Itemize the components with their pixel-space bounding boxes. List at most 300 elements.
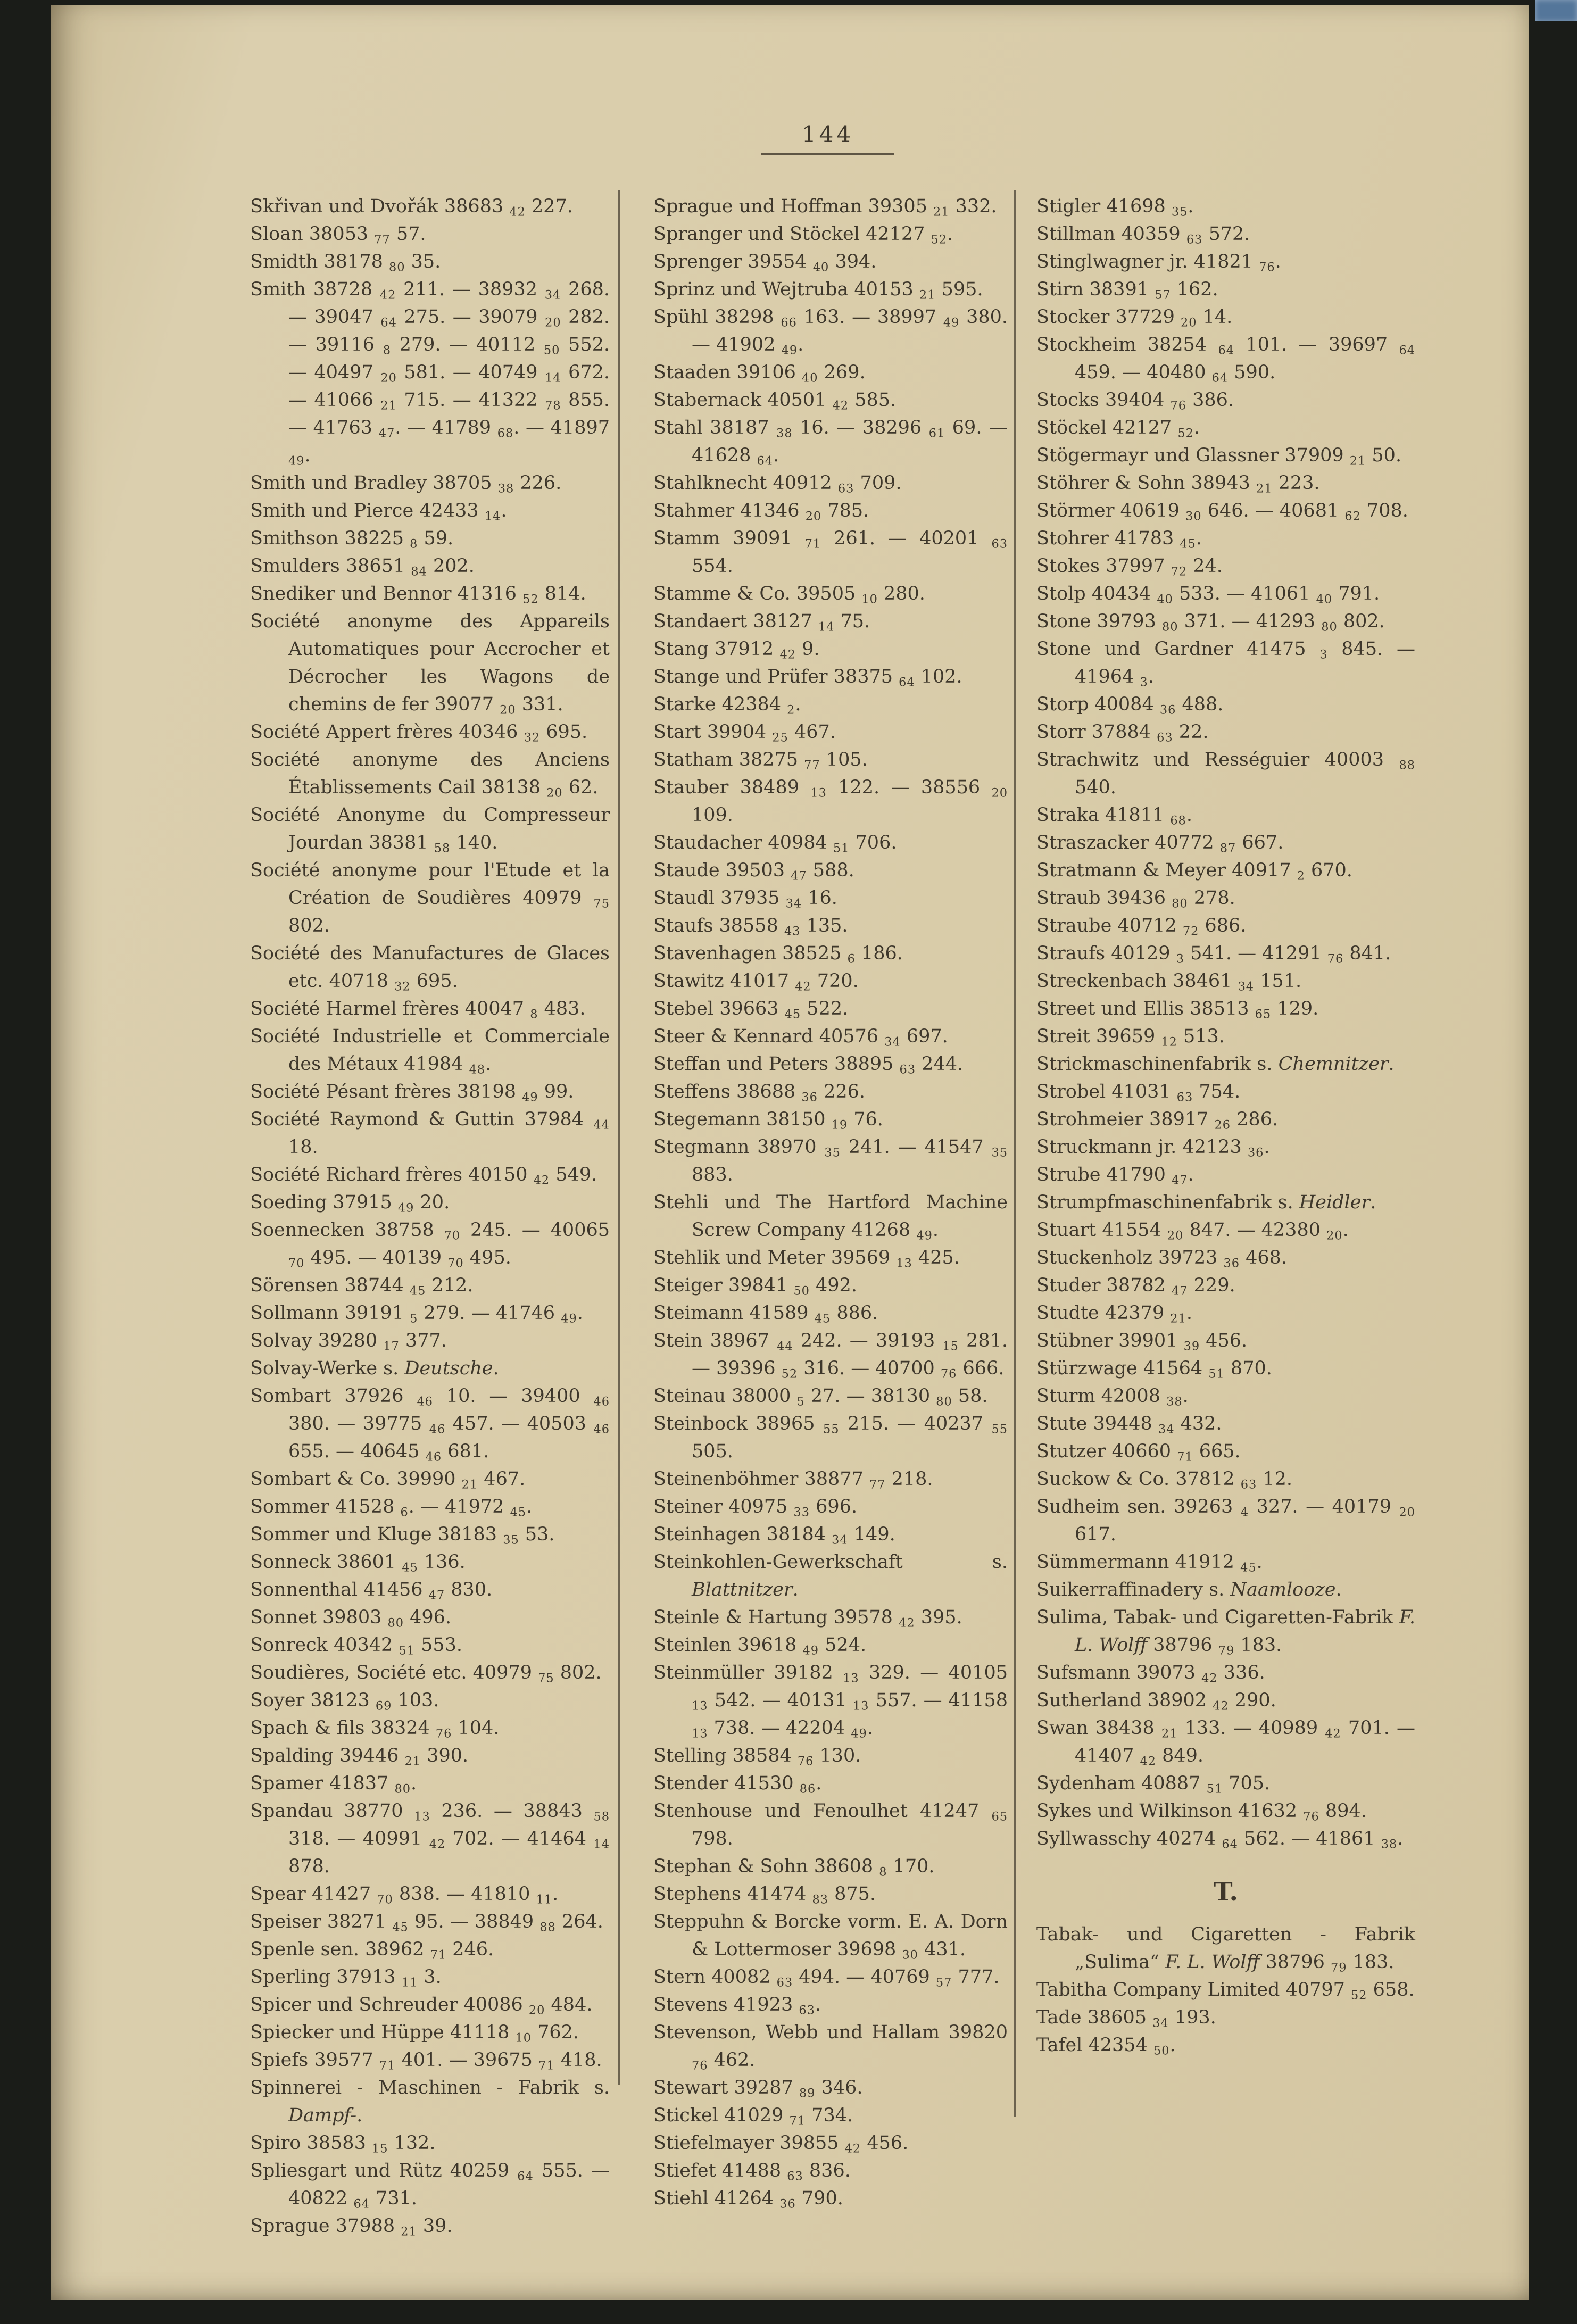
class-number: 58	[593, 1810, 610, 1824]
class-number: 42	[533, 1173, 550, 1188]
class-number: 38	[497, 482, 514, 496]
class-number: 68	[1170, 814, 1186, 828]
class-number: 61	[928, 426, 945, 441]
class-number: 21	[461, 1478, 478, 1492]
index-entry: Stone und Gardner 41475 $_3$ 845. — 41964 $_3$.	[1036, 638, 1415, 690]
index-entry: Steinhagen 38184 $_{34}$ 149.	[653, 1524, 895, 1547]
class-number: 38	[776, 426, 793, 441]
index-entry: Sonneck 38601 $_{45}$ 136.	[250, 1551, 466, 1575]
index-entry: Stutzer 40660 $_{71}$ 665.	[1036, 1441, 1241, 1464]
class-number: 75	[593, 897, 610, 911]
class-number: 88	[1399, 758, 1415, 773]
index-entry: Smulders 38651 $_{84}$ 202.	[250, 555, 475, 579]
class-number: 20	[991, 786, 1008, 800]
column-divider-1	[618, 190, 620, 2085]
class-number: 47	[791, 869, 807, 883]
class-number: 21	[404, 1754, 421, 1769]
index-entry: Stavenhagen 38525 $_6$ 186.	[653, 943, 903, 966]
class-number: 64	[1222, 1837, 1238, 1852]
index-entry: Sombart & Co. 39990 $_{21}$ 467.	[250, 1468, 526, 1492]
class-number: 20	[545, 316, 561, 330]
index-entry: Suikerraffinadery s. Naamlooze.	[1036, 1579, 1342, 1600]
page-header	[743, 121, 913, 155]
index-entry: Störmer 40619 $_{30}$ 646. — 40681 $_{62}$ 708.	[1036, 500, 1408, 524]
class-number: 71	[789, 2114, 806, 2128]
cross-reference: Blattnitzer	[692, 1579, 793, 1600]
class-number: 64	[757, 454, 773, 468]
index-entry: Stephan & Sohn 38608 $_8$ 170.	[653, 1856, 935, 1879]
class-number: 69	[375, 1699, 392, 1713]
class-number: 36	[801, 1090, 818, 1105]
class-number: 63	[799, 2003, 815, 2018]
cross-reference: Naamlooze	[1230, 1579, 1336, 1600]
class-number: 21	[1349, 454, 1366, 468]
index-entry: Stirn 38391 $_{57}$ 162.	[1036, 279, 1218, 302]
index-entry: Strickmaschinenfabrik s. Chemnitzer.	[1036, 1053, 1395, 1075]
index-entry: Stegemann 38150 $_{19}$ 76.	[653, 1109, 883, 1132]
index-column-3	[1036, 193, 1415, 2059]
class-number: 42	[899, 1616, 915, 1630]
class-number: 80	[1161, 620, 1178, 634]
class-number: 20	[528, 2003, 545, 2018]
index-entry: Spalding 39446 $_{21}$ 390.	[250, 1745, 469, 1769]
class-number: 77	[804, 758, 820, 773]
class-number: 8	[383, 343, 391, 358]
class-number: 80	[394, 1782, 411, 1796]
index-entry: Sommer 41528 $_6$. — 41972 $_{45}$.	[250, 1496, 533, 1520]
class-number: 80	[1321, 620, 1338, 634]
class-number: 76	[797, 1754, 814, 1769]
index-entry: Sudheim sen. 39263 $_4$ 327. — 40179 $_{20}$ 617.	[1036, 1496, 1415, 1545]
class-number: 20	[1326, 1229, 1343, 1243]
class-number: 34	[884, 1035, 901, 1049]
class-number: 42	[779, 648, 796, 662]
index-entry: Steffan und Peters 38895 $_{63}$ 244.	[653, 1053, 964, 1077]
index-entry: Storp 40084 $_{36}$ 488.	[1036, 694, 1224, 717]
class-number: 64	[353, 2197, 370, 2211]
class-number: 65	[1255, 1007, 1272, 1022]
class-number: 34	[1238, 980, 1255, 994]
class-number: 14	[593, 1837, 610, 1852]
cross-reference: Deutsche	[404, 1358, 493, 1379]
class-number: 49	[851, 1727, 867, 1741]
index-entry: Strube 41790 $_{47}$.	[1036, 1164, 1194, 1188]
index-entry: Stohrer 41783 $_{45}$.	[1036, 528, 1202, 551]
index-entry: Staaden 39106 $_{40}$ 269.	[653, 362, 866, 385]
index-entry: Stokes 37997 $_{72}$ 24.	[1036, 555, 1223, 579]
index-entry: Sydenham 40887 $_{51}$ 705.	[1036, 1773, 1271, 1796]
index-entry: Stillman 40359 $_{63}$ 572.	[1036, 223, 1250, 247]
class-number: 45	[402, 1561, 418, 1575]
index-entry: Sommer und Kluge 38183 $_{35}$ 53.	[250, 1524, 555, 1547]
class-number: 71	[1177, 1450, 1193, 1464]
class-number: 50	[1153, 2044, 1170, 2058]
index-entry: Tabak- und Cigaretten - Fabrik „Sulima“ F. L. Wolff 38796 $_{79}$ 183.	[1036, 1924, 1415, 1975]
index-entry: Spühl 38298 $_{66}$ 163. — 38997 $_{49}$ 380. — 41902 $_{49}$.	[653, 306, 1008, 358]
index-entry: Stuckenholz 39723 $_{36}$ 468.	[1036, 1247, 1288, 1271]
index-entry: Steinbock 38965 $_{55}$ 215. — 40237 $_{55}$ 505.	[653, 1413, 1008, 1462]
class-number: 57	[1155, 288, 1171, 302]
class-number: 35	[824, 1146, 841, 1160]
index-entry: Société Harmel frères 40047 $_8$ 483.	[250, 998, 586, 1022]
class-number: 46	[425, 1450, 442, 1464]
class-number: 8	[410, 537, 418, 551]
class-number: 13	[853, 1699, 869, 1713]
index-entry: Stone 39793 $_{80}$ 371. — 41293 $_{80}$ 802.	[1036, 611, 1385, 634]
index-entry: Strobel 41031 $_{63}$ 754.	[1036, 1081, 1241, 1105]
index-entry: Soyer 38123 $_{69}$ 103.	[250, 1690, 439, 1713]
index-entry: Sprinz und Wejtruba 40153 $_{21}$ 595.	[653, 279, 983, 302]
class-number: 52	[1177, 426, 1194, 441]
class-number: 75	[538, 1671, 554, 1686]
index-entry: Skřivan und Dvořák 38683 $_{42}$ 227.	[250, 196, 573, 219]
cross-reference: Heidler	[1299, 1192, 1371, 1213]
class-number: 49	[781, 343, 798, 358]
index-entry: Sturm 42008 $_{38}$.	[1036, 1385, 1189, 1409]
class-number: 21	[919, 288, 936, 302]
class-number: 20	[1399, 1505, 1415, 1520]
index-entry: Solvay 39280 $_{17}$ 377.	[250, 1330, 447, 1354]
index-entry: Streckenbach 38461 $_{34}$ 151.	[1036, 970, 1302, 994]
class-number: 49	[561, 1312, 577, 1326]
index-entry: Stübner 39901 $_{39}$ 456.	[1036, 1330, 1248, 1354]
index-entry: Stiehl 41264 $_{36}$ 790.	[653, 2188, 843, 2211]
index-entry: Stögermayr und Glassner 37909 $_{21}$ 50.	[1036, 445, 1402, 468]
index-entry: Spranger und Stöckel 42127 $_{52}$.	[653, 223, 953, 247]
index-entry: Spiro 38583 $_{15}$ 132.	[250, 2132, 436, 2156]
class-number: 52	[781, 1367, 798, 1381]
scanned-page	[51, 5, 1529, 2300]
index-entry: Stewart 39287 $_{89}$ 346.	[653, 2077, 863, 2101]
class-number: 42	[429, 1837, 446, 1852]
index-entry: Streit 39659 $_{12}$ 513.	[1036, 1026, 1225, 1049]
class-number: 49	[802, 1644, 819, 1658]
index-entry: Straub 39436 $_{80}$ 278.	[1036, 887, 1235, 911]
class-number: 64	[899, 675, 915, 690]
index-entry: Staude 39503 $_{47}$ 588.	[653, 860, 854, 883]
index-entry: Sonnet 39803 $_{80}$ 496.	[250, 1607, 452, 1630]
index-entry: Steimann 41589 $_{45}$ 886.	[653, 1302, 878, 1326]
index-entry: Stein 38967 $_{44}$ 242. — 39193 $_{15}$ 281. — 39396 $_{52}$ 316. — 40700 $_{76}$ 666.	[653, 1330, 1008, 1381]
index-entry: Société des Manufactures de Glaces etc. 40718 $_{32}$ 695.	[250, 943, 610, 994]
index-entry: Stratmann & Meyer 40917 $_2$ 670.	[1036, 860, 1352, 883]
class-number: 45	[814, 1312, 831, 1326]
class-number: 40	[802, 371, 818, 385]
index-entry: Stinglwagner jr. 41821 $_{76}$.	[1036, 251, 1281, 275]
index-entry: Studte 42379 $_{21}$.	[1036, 1302, 1192, 1326]
index-column-2	[653, 193, 1008, 2212]
class-number: 5	[410, 1312, 418, 1326]
class-number: 63	[837, 482, 854, 496]
index-entry: Société Raymond & Guttin 37984 $_{44}$ 18.	[250, 1109, 610, 1158]
index-entry: Speiser 38271 $_{45}$ 95. — 38849 $_{88}$ 264.	[250, 1911, 603, 1935]
class-number: 13	[414, 1810, 430, 1824]
class-number: 8	[530, 1007, 538, 1022]
index-entry: Spicer und Schreuder 40086 $_{20}$ 484.	[250, 1994, 593, 2018]
index-entry: Sonnenthal 41456 $_{47}$ 830.	[250, 1579, 493, 1603]
index-entry: Smith 38728 $_{42}$ 211. — 38932 $_{34}$ 268. — 39047 $_{64}$ 275. — 39079 $_{20}$ 282. — 39116 $_8$ 279. — 40112 $_{50}$ 552. — 40497 $_{20}$ 581. — 40749 $_{14}$ 672. — 41066 $_{21}$ 715. — 41322 $_{78}$ 855. — 41763 $_{47}$. — 41789 $_{68}$. — 41897 $_{49}$.	[250, 279, 610, 468]
class-number: 34	[832, 1533, 848, 1547]
index-entry: Société anonyme des Anciens Établissements Cail 38138 $_{20}$ 62.	[250, 749, 610, 800]
index-entry: Steinlen 39618 $_{49}$ 524.	[653, 1634, 867, 1658]
index-entry: Stöhrer & Sohn 38943 $_{21}$ 223.	[1036, 472, 1320, 496]
class-number: 46	[417, 1395, 433, 1409]
class-number: 45	[409, 1284, 426, 1298]
class-number: 66	[781, 316, 797, 330]
index-entry: Strohmeier 38917 $_{26}$ 286.	[1036, 1109, 1279, 1132]
cross-reference: F. L. Wolff	[1165, 1952, 1260, 1973]
class-number: 42	[1201, 1671, 1218, 1686]
class-number: 42	[844, 2142, 861, 2156]
index-entry: Société Richard frères 40150 $_{42}$ 549.	[250, 1164, 597, 1188]
class-number: 49	[288, 454, 305, 468]
index-entry: Strachwitz und Rességuier 40003 $_{88}$ 540.	[1036, 749, 1415, 798]
index-entry: Stürzwage 41564 $_{51}$ 870.	[1036, 1358, 1272, 1381]
index-entry: Stange und Prüfer 38375 $_{64}$ 102.	[653, 666, 962, 690]
class-number: 72	[1171, 565, 1188, 579]
index-entry: Stocker 37729 $_{20}$ 14.	[1036, 306, 1233, 330]
index-entry: Stang 37912 $_{42}$ 9.	[653, 638, 820, 662]
class-number: 21	[380, 399, 397, 413]
class-number: 14	[545, 371, 561, 385]
index-entry: Steinau 38000 $_5$ 27. — 38130 $_{80}$ 58.	[653, 1385, 988, 1409]
class-number: 2	[1297, 869, 1305, 883]
index-entry: Starke 42384 $_2$.	[653, 694, 801, 717]
index-entry: Statham 38275 $_{77}$ 105.	[653, 749, 868, 773]
class-number: 76	[940, 1367, 957, 1381]
index-entry: Soennecken 38758 $_{70}$ 245. — 40065 $_{70}$ 495. — 40139 $_{70}$ 495.	[250, 1219, 610, 1271]
index-entry: Sykes und Wilkinson 41632 $_{76}$ 894.	[1036, 1800, 1367, 1824]
class-number: 64	[517, 2169, 534, 2184]
class-number: 62	[1344, 509, 1361, 524]
index-entry: Steppuhn & Borcke vorm. E. A. Dorn & Lottermoser 39698 $_{30}$ 431.	[653, 1911, 1008, 1962]
class-number: 40	[812, 260, 829, 275]
class-number: 20	[546, 786, 563, 800]
index-entry: Spamer 41837 $_{80}$.	[250, 1773, 417, 1796]
class-number: 45	[784, 1007, 801, 1022]
class-number: 45	[510, 1505, 527, 1520]
index-entry: Steinle & Hartung 39578 $_{42}$ 395.	[653, 1607, 962, 1630]
class-number: 43	[784, 924, 801, 939]
class-number: 76	[1303, 1810, 1319, 1824]
class-number: 25	[772, 731, 788, 745]
index-entry: Sonreck 40342 $_{51}$ 553.	[250, 1634, 462, 1658]
index-entry: Steinenböhmer 38877 $_{77}$ 218.	[653, 1468, 933, 1492]
index-entry: Steffens 38688 $_{36}$ 226.	[653, 1081, 865, 1105]
class-number: 72	[1182, 924, 1199, 939]
class-number: 79	[1218, 1644, 1235, 1658]
class-number: 71	[804, 537, 821, 551]
class-number: 86	[799, 1782, 816, 1796]
index-entry: Stebel 39663 $_{45}$ 522.	[653, 998, 849, 1022]
class-number: 38	[1381, 1837, 1398, 1852]
index-entry: Stamm 39091 $_{71}$ 261. — 40201 $_{63}$ 554.	[653, 528, 1008, 577]
class-number: 76	[692, 2059, 708, 2073]
index-entry: Syllwasschy 40274 $_{64}$ 562. — 41861 $_{38}$.	[1036, 1828, 1404, 1852]
index-entry: Staudacher 40984 $_{51}$ 706.	[653, 832, 897, 856]
class-number: 76	[1259, 260, 1275, 275]
class-number: 50	[793, 1284, 810, 1298]
index-entry: Soeding 37915 $_{49}$ 20.	[250, 1192, 450, 1215]
class-number: 13	[896, 1256, 912, 1271]
index-entry: Spenle sen. 38962 $_{71}$ 246.	[250, 1939, 494, 1962]
index-entry: Sulima, Tabak- und Cigaretten-Fabrik F. L. Wolff 38796 $_{79}$ 183.	[1036, 1607, 1415, 1658]
index-entry: Street und Ellis 38513 $_{65}$ 129.	[1036, 998, 1319, 1022]
index-entry: Stawitz 41017 $_{42}$ 720.	[653, 970, 859, 994]
class-number: 77	[869, 1478, 886, 1492]
index-entry: Struckmann jr. 42123 $_{36}$.	[1036, 1136, 1270, 1160]
class-number: 36	[1159, 703, 1176, 717]
class-number: 21	[1256, 482, 1273, 496]
class-number: 87	[1219, 841, 1236, 856]
class-number: 20	[500, 703, 516, 717]
class-number: 63	[1240, 1478, 1257, 1492]
class-number: 30	[902, 1948, 918, 1962]
index-entry: Spinnerei - Maschinen - Fabrik s. Dampf-.	[250, 2077, 610, 2126]
class-number: 52	[1351, 1988, 1367, 2003]
index-entry: Stehlik und Meter 39569 $_{13}$ 425.	[653, 1247, 960, 1271]
class-number: 42	[832, 399, 849, 413]
class-number: 13	[843, 1671, 859, 1686]
class-number: 19	[831, 1118, 848, 1132]
index-entry: Straszacker 40772 $_{87}$ 667.	[1036, 832, 1284, 856]
index-entry: Stelling 38584 $_{76}$ 130.	[653, 1745, 861, 1769]
class-number: 63	[1157, 731, 1173, 745]
index-entry: Spiecker und Hüppe 41118 $_{10}$ 762.	[250, 2022, 579, 2045]
class-number: 70	[288, 1256, 305, 1271]
index-entry: Stöckel 42127 $_{52}$.	[1036, 417, 1200, 441]
index-entry: Stute 39448 $_{34}$ 432.	[1036, 1413, 1222, 1437]
class-number: 71	[538, 2059, 555, 2073]
class-number: 42	[1325, 1727, 1341, 1741]
class-number: 63	[787, 2169, 803, 2184]
index-entry: Sufsmann 39073 $_{42}$ 336.	[1036, 1662, 1265, 1686]
class-number: 71	[430, 1948, 447, 1962]
index-entry: Stiefet 41488 $_{63}$ 836.	[653, 2160, 851, 2184]
class-number: 34	[544, 288, 561, 302]
class-number: 40	[1316, 592, 1333, 607]
class-number: 6	[400, 1505, 409, 1520]
class-number: 26	[1214, 1118, 1231, 1132]
index-entry: Snediker und Bennor 41316 $_{52}$ 814.	[250, 583, 586, 607]
class-number: 63	[1186, 233, 1203, 247]
class-number: 42	[795, 980, 811, 994]
class-number: 47	[428, 1588, 445, 1603]
class-number: 68	[497, 426, 514, 441]
class-number: 45	[1240, 1561, 1257, 1575]
class-number: 52	[522, 592, 539, 607]
class-number: 76	[435, 1727, 452, 1741]
class-number: 52	[931, 233, 948, 247]
index-entry: Tafel 42354 $_{50}$.	[1036, 2035, 1176, 2058]
index-entry: Stiefelmayer 39855 $_{42}$ 456.	[653, 2132, 909, 2156]
class-number: 34	[785, 897, 802, 911]
index-entry: Société anonyme pour l'Etude et la Création de Soudières 40979 $_{75}$ 802.	[250, 860, 610, 936]
index-entry: Smithson 38225 $_8$ 59.	[250, 528, 454, 551]
class-number: 35	[1171, 205, 1188, 219]
index-entry: Stickel 41029 $_{71}$ 734.	[653, 2105, 853, 2128]
page-number: 144	[801, 121, 854, 147]
index-entry: Solvay-Werke s. Deutsche.	[250, 1358, 499, 1379]
class-number: 21	[933, 205, 950, 219]
class-number: 76	[1327, 952, 1344, 966]
class-number: 50	[543, 343, 560, 358]
class-number: 10	[861, 592, 878, 607]
class-number: 4	[1240, 1505, 1249, 1520]
class-number: 13	[692, 1727, 708, 1741]
class-number: 51	[1208, 1367, 1225, 1381]
class-number: 15	[371, 2142, 388, 2156]
index-entry: Spear 41427 $_{70}$ 838. — 41810 $_{11}$.	[250, 1883, 559, 1907]
class-number: 70	[377, 1893, 393, 1907]
class-number: 44	[777, 1339, 793, 1354]
index-entry: Stahl 38187 $_{38}$ 16. — 38296 $_{61}$ 69. — 41628 $_{64}$.	[653, 417, 1008, 468]
index-entry: Société Industrielle et Commerciale des Métaux 41984 $_{48}$.	[250, 1026, 610, 1077]
index-entry: Smith und Pierce 42433 $_{14}$.	[250, 500, 507, 524]
cross-reference: F. L. Wolff	[1075, 1607, 1415, 1656]
class-number: 21	[1170, 1312, 1186, 1326]
class-number: 33	[793, 1505, 810, 1520]
class-number: 89	[799, 2086, 816, 2101]
class-number: 45	[1180, 537, 1196, 551]
index-entry: Société Anonyme du Compresseur Jourdan 38381 $_{58}$ 140.	[250, 804, 610, 856]
class-number: 88	[540, 1920, 556, 1935]
class-number: 13	[810, 786, 827, 800]
class-number: 11	[401, 1976, 418, 1990]
class-number: 46	[593, 1395, 610, 1409]
index-entry: Sprenger 39554 $_{40}$ 394.	[653, 251, 877, 275]
class-number: 20	[805, 509, 822, 524]
class-number: 80	[936, 1395, 952, 1409]
class-number: 63	[1176, 1090, 1193, 1105]
index-entry: Société Pésant frères 38198 $_{49}$ 99.	[250, 1081, 574, 1105]
class-number: 11	[536, 1893, 553, 1907]
index-entry: Steiner 40975 $_{33}$ 696.	[653, 1496, 858, 1520]
class-number: 10	[515, 2031, 532, 2045]
index-entry: Steinmüller 39182 $_{13}$ 329. — 40105 $_{13}$ 542. — 40131 $_{13}$ 557. — 41158 $_{13}$ 738. — 42204 $_{49}$.	[653, 1662, 1008, 1741]
class-number: 65	[991, 1810, 1008, 1824]
index-entry: Stockheim 38254 $_{64}$ 101. — 39697 $_{64}$ 459. — 40480 $_{64}$ 590.	[1036, 334, 1415, 385]
class-number: 42	[1140, 1754, 1156, 1769]
class-number: 39	[1183, 1339, 1200, 1354]
class-number: 20	[380, 371, 397, 385]
class-number: 36	[1223, 1256, 1240, 1271]
class-number: 42	[379, 288, 396, 302]
class-number: 32	[524, 731, 541, 745]
index-entry: Stahmer 41346 $_{20}$ 785.	[653, 500, 869, 524]
class-number: 8	[879, 1865, 887, 1879]
index-entry: Sutherland 38902 $_{42}$ 290.	[1036, 1690, 1276, 1713]
index-entry: Suckow & Co. 37812 $_{63}$ 12.	[1036, 1468, 1293, 1492]
index-entry: Start 39904 $_{25}$ 467.	[653, 721, 836, 745]
class-number: 76	[1170, 399, 1186, 413]
index-entry: Tade 38605 $_{34}$ 193.	[1036, 2007, 1216, 2030]
class-number: 49	[916, 1229, 933, 1243]
class-number: 2	[787, 703, 795, 717]
class-number: 70	[447, 1256, 464, 1271]
index-entry: Sombart 37926 $_{46}$ 10. — 39400 $_{46}$ 380. — 39775 $_{46}$ 457. — 40503 $_{46}$ 655. — 40645 $_{46}$ 681.	[250, 1385, 610, 1464]
index-entry: Strumpfmaschinenfabrik s. Heidler.	[1036, 1192, 1376, 1213]
index-entry: Société anonyme des Appareils Automatiques pour Accrocher et Décrocher les Wagons de chemins de fer 39077 $_{20}$ 331.	[250, 611, 610, 717]
class-number: 63	[776, 1976, 793, 1990]
class-number: 40	[1157, 592, 1173, 607]
class-number: 80	[1172, 897, 1188, 911]
index-entry: Swan 38438 $_{21}$ 133. — 40989 $_{42}$ 701. — 41407 $_{42}$ 849.	[1036, 1717, 1416, 1769]
class-number: 49	[397, 1201, 414, 1215]
class-number: 49	[943, 316, 960, 330]
class-number: 3	[1176, 952, 1184, 966]
class-number: 36	[779, 2197, 796, 2211]
